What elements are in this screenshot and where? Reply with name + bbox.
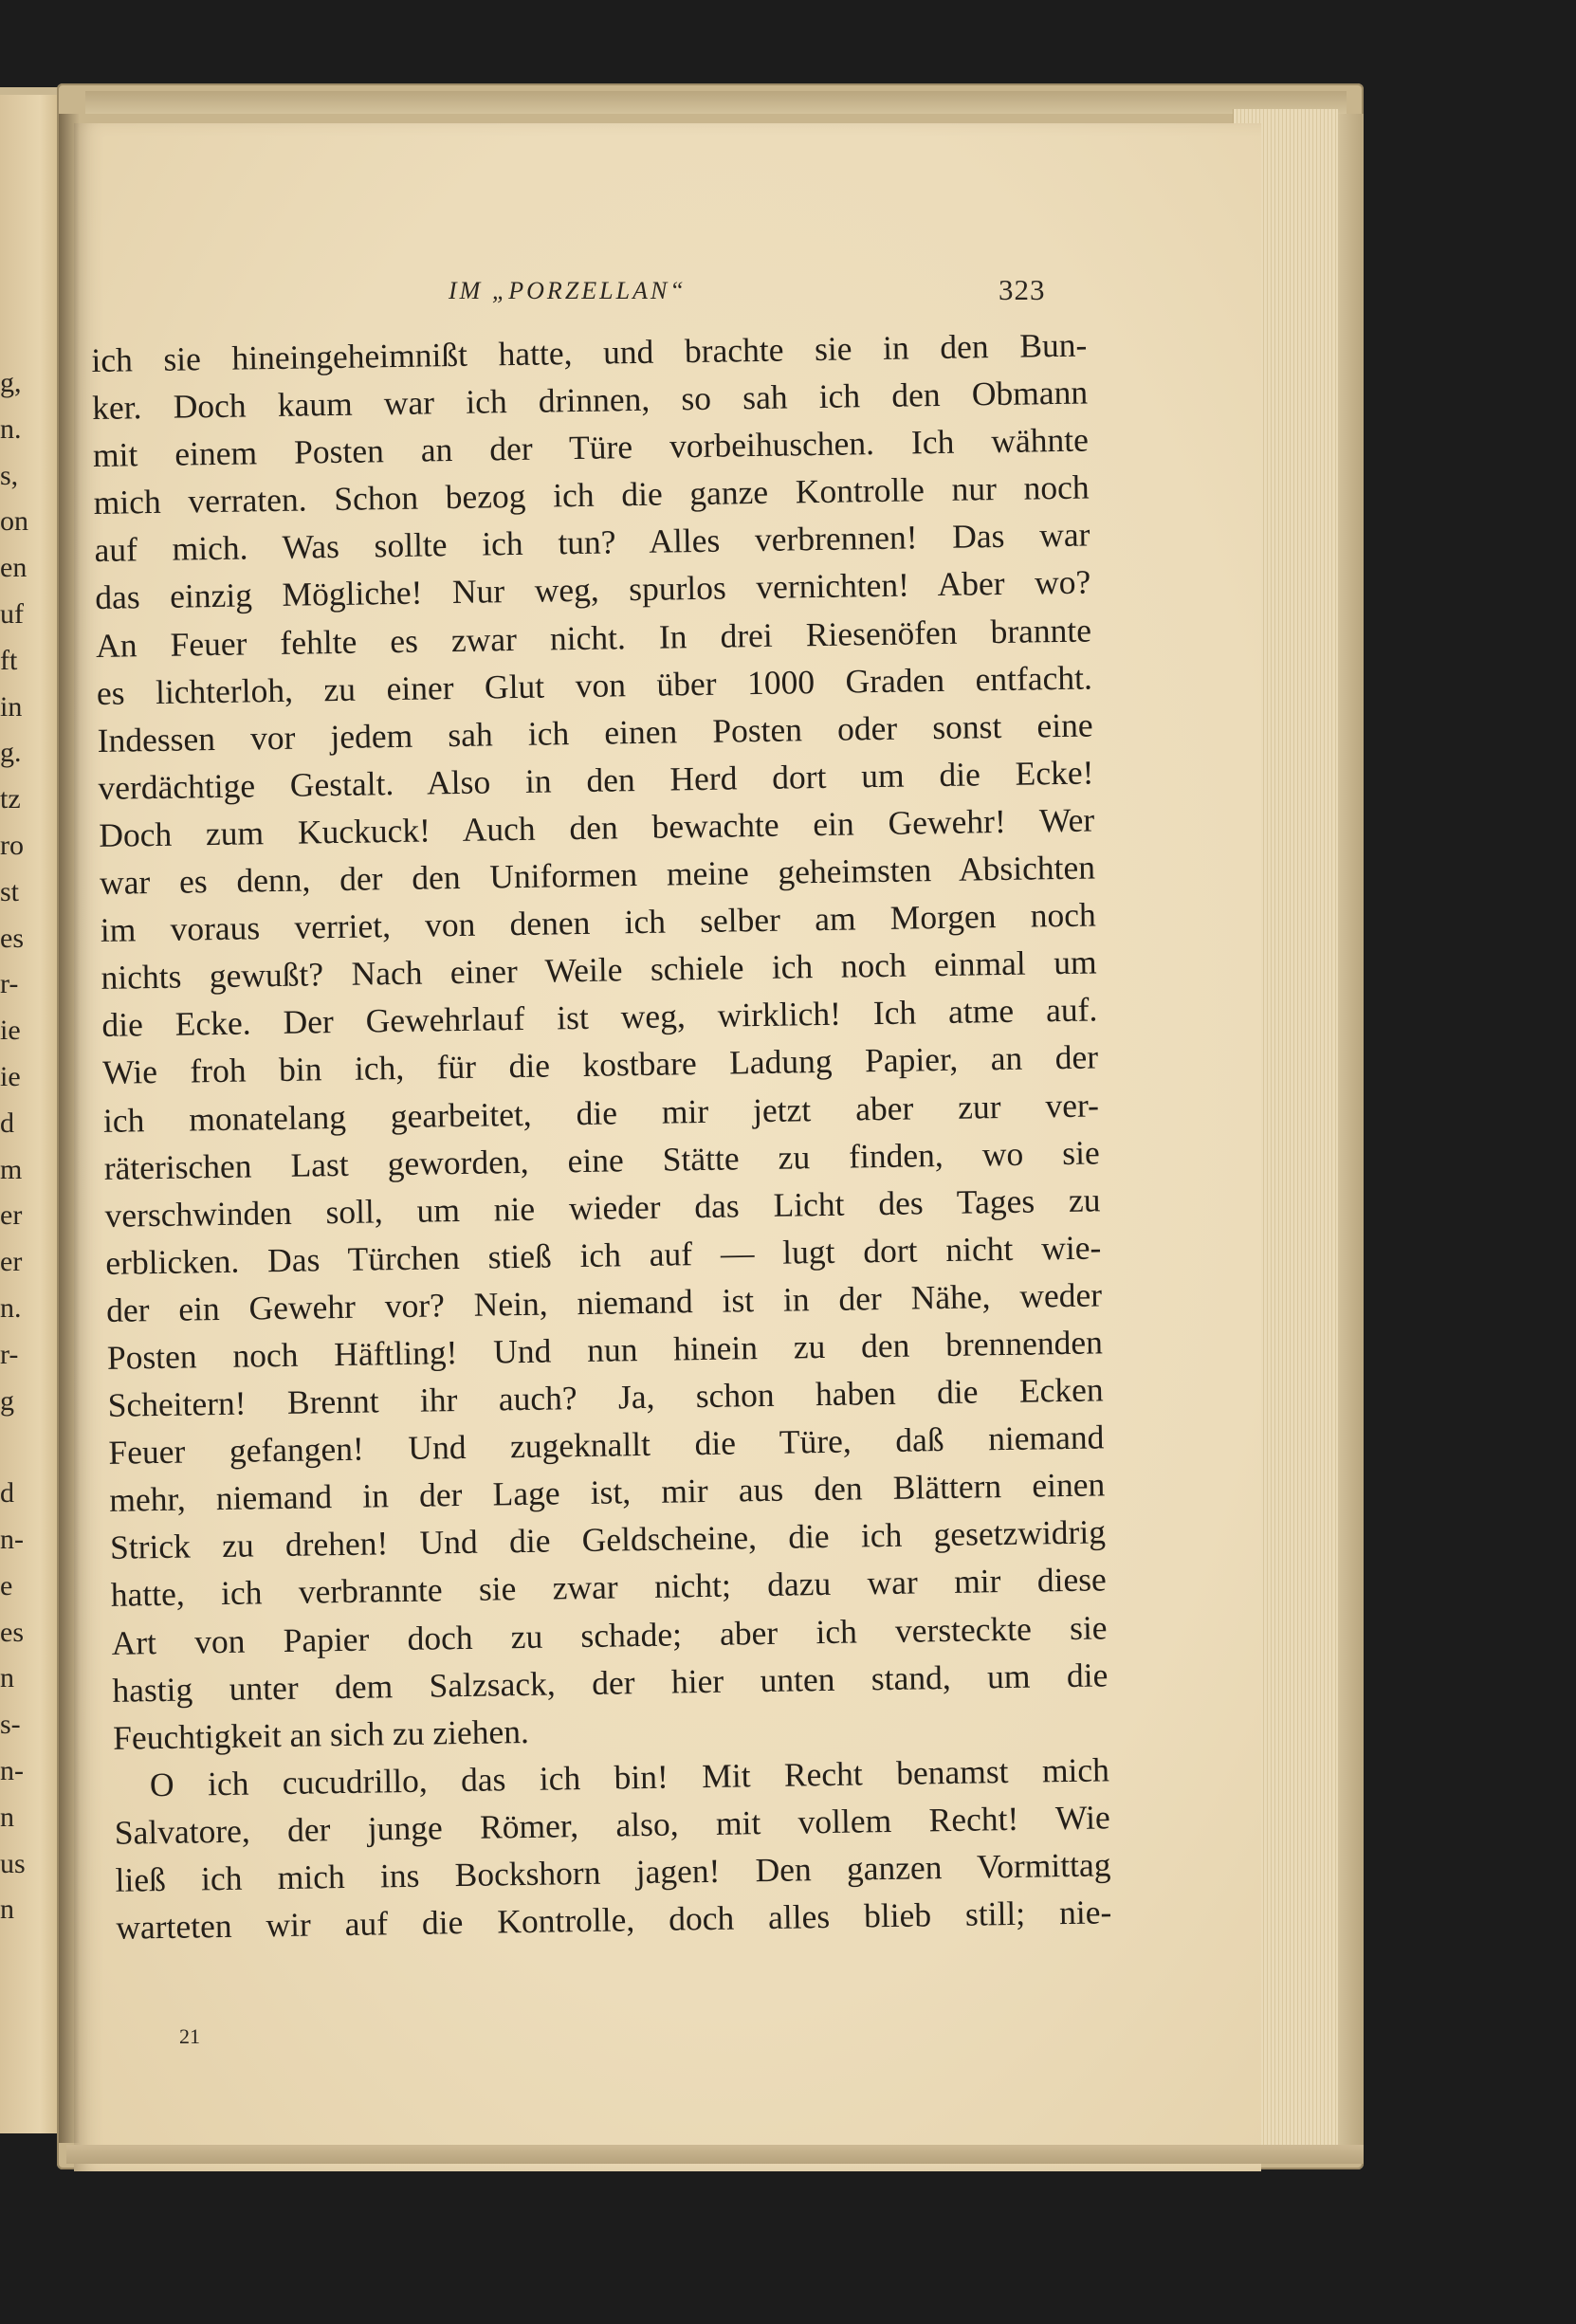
left-page-fragment: st [0,875,20,907]
text-line: Feuchtigkeit an sich zu ziehen. [112,1711,530,1757]
text-line: An Feuer fehlte es zwar nicht. In drei Riesenöfen brannte [95,611,1092,665]
text-line: Posten noch Häftling! Und nun hinein zu den brennenden [106,1323,1104,1377]
text-line: es lichterloh, zu einer Glut von über 1000 Graden entfacht. [96,658,1093,712]
text-line: verschwinden soll, um nie wieder das Licht des Tages zu [104,1180,1101,1235]
left-page-fragment: tz [0,783,21,815]
running-head-title: IM „PORZELLAN“ [449,277,687,304]
left-page-fragment [0,1424,28,1471]
text-line: ich sie hineingeheimnißt hatte, und brachte sie in den Bun- [91,325,1088,379]
left-page-fragment: n. [0,1291,22,1324]
text-line: war es denn, der den Uniformen meine geheimsten Absichten [99,848,1096,902]
left-page-fragment: es [0,922,24,954]
left-page-fragment: s- [0,1709,21,1741]
text-line: warteten wir auf die Kontrolle, doch alles blieb still; nie- [116,1893,1112,1947]
text-line: ker. Doch kaum war ich drinnen, so sah ich den Obmann [91,373,1089,428]
cover-bottom-edge [66,2145,1364,2164]
left-page-fragment: n [0,1894,14,1926]
gutter-shadow [59,114,80,2143]
text-line: mehr, niemand in der Lage ist, mir aus den Blättern einen [108,1465,1106,1520]
left-page-fragment: in [0,690,23,723]
text-line: nichts gewußt? Nach einer Weile schiele ich noch einmal um [101,942,1097,997]
left-page-fragment: n [0,1801,14,1833]
left-page-fragment: n- [0,1754,24,1786]
text-line: der ein Gewehr vor? Nein, niemand ist in der Nähe, weder [105,1275,1103,1329]
left-page-fragment: n [0,1662,14,1694]
text-line: Art von Papier doch zu schade; aber ich versteckte sie [111,1607,1108,1662]
text-line: Wie froh bin ich, für die kostbare Ladung Papier, an der [101,1037,1099,1092]
text-line: Salvatore, der junge Römer, also, mit vollem Recht! Wie [114,1798,1110,1852]
left-page-fragment: ie [0,1015,21,1047]
text-line: Scheitern! Brennt ihr auch? Ja, schon haben die Ecken [107,1370,1104,1424]
text-line: erblicken. Das Türchen stieß ich auf — lugt dort nicht wie- [105,1228,1102,1282]
left-page-fragment: ro [0,829,24,861]
left-page-fragment: g [0,1384,14,1417]
text-line: Doch zum Kuckuck! Auch den bewachte ein Gewehr! Wer [98,800,1095,854]
text-line: verdächtige Gestalt. Also in den Herd dort um die Ecke! [98,753,1094,807]
left-page-fragment: ft [0,644,18,676]
body-text [91,321,1112,1951]
left-page-fragment: en [0,552,27,584]
left-page-fragment: uf [0,597,24,630]
left-page-fragment: n. [0,412,22,445]
left-page-fragment: er [0,1199,23,1232]
left-page-fragment: e [0,1569,13,1601]
left-page-fragment: on [0,505,28,538]
left-page-fragment: m [0,1153,23,1185]
left-page-fragment: s, [0,459,19,491]
text-line: hastig unter dem Salzsack, der hier unten stand, um die [112,1655,1109,1710]
text-line: auf mich. Was sollte ich tun? Alles verbrennen! Das war [94,515,1090,570]
cover-top-edge [85,91,1347,114]
running-head [74,273,1261,324]
text-line: ich monatelang gearbeitet, die mir jetzt aber zur ver- [102,1085,1100,1140]
text-line: hatte, ich verbrannte sie zwar nicht; dazu war mir diese [110,1560,1108,1615]
text-line: mich verraten. Schon bezog ich die ganze Kontrolle nur noch [93,467,1090,522]
text-line: O ich cucudrillo, das ich bin! Mit Recht benamst mich [149,1750,1110,1804]
left-page-fragment: er [0,1246,23,1278]
text-line: im voraus verriet, von denen ich selber am Morgen noch [100,895,1097,950]
left-page-fragment: us [0,1847,26,1879]
left-page-fragment: r- [0,968,19,1000]
signature-mark: 21 [179,2024,200,2048]
text-line: räterischen Last geworden, eine Stätte zu finden, wo sie [103,1132,1100,1187]
left-page-fragment: g, [0,367,22,398]
text-line: die Ecke. Der Gewehrlauf ist weg, wirklich! Ich atme auf. [101,990,1098,1045]
page-number: 323 [999,273,1046,306]
left-page-fragment: ie [0,1060,21,1092]
left-page-fragment: es [0,1616,24,1648]
left-page-fragment: d [0,1477,14,1510]
left-page-fragment: g. [0,737,22,769]
text-line: ließ ich mich ins Bockshorn jagen! Den ganzen Vormittag [115,1845,1111,1899]
text-line: mit einem Posten an der Türe vorbeihuschen. Ich wähnte [92,420,1090,475]
text-line: Strick zu drehen! Und die Geldscheine, die ich gesetzwidrig [109,1512,1107,1567]
left-page-fragment: r- [0,1338,19,1370]
left-page-text-fragments [0,360,28,1933]
text-line: Feuer gefangen! Und zugeknallt die Türe, daß niemand [108,1418,1105,1473]
text-line: Indessen vor jedem sah ich einen Posten oder sonst eine [97,705,1093,759]
left-page-fragment: d [0,1107,14,1139]
left-page-fragment: n- [0,1523,24,1555]
text-line: das einzig Mögliche! Nur weg, spurlos vernichten! Aber wo? [95,562,1091,617]
